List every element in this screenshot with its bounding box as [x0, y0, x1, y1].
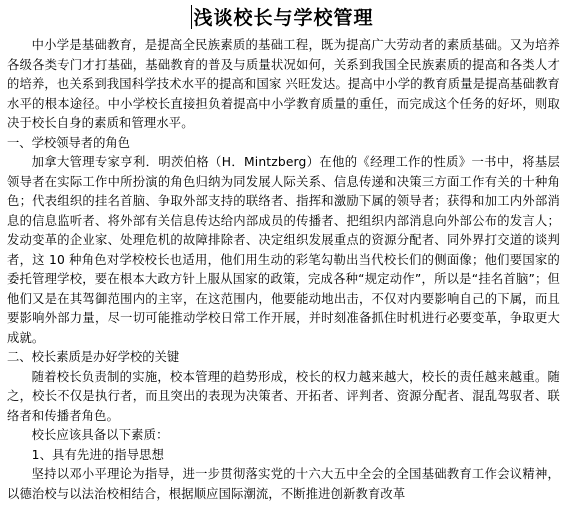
section-heading-2: 二、校长素质是办好学校的关键 [7, 350, 180, 364]
section-heading-1: 一、学校领导者的角色 [7, 135, 130, 150]
qualities-intro: 校长应该具备以下素质： [31, 428, 169, 442]
section2-paragraph: 随着校长负责制的实施，校本管理的趋势形成，校长的权力越来越大，校长的责任越来越重。随之，校长不仅是执行者，而且突出的表现为决策者、开拓者、评判者、资源分配者、混乱驾驭者、联络者和传播者角色。 [7, 369, 560, 423]
title-row [7, 0, 560, 36]
subheading-1: 1、具有先进的指导思想 [31, 447, 165, 462]
document-page [7, 0, 560, 522]
intro-paragraph: 中小学是基础教育，是提高全民族素质的基础工程，既为提高广大劳动者的素质基础。又为培养各级各类专门才打基础，基础教育的普及与质量状况如何，关系到我国全民族素质的提高和各类人才的培养，也关系到我国科学技术水平的提高和国家 兴旺发达。提高中小学的教育质量是提高基础教育水平的根本途径。中小学校长直接担负着提高中小学教育质量的重任，而完成这个任务的好坏，则取决于校长自身的素质和管理水平。 [7, 38, 560, 130]
document-title: 浅谈校长与学校管理 [193, 7, 374, 29]
section1-paragraph: 加拿大管理专家亨利．明茨伯格（H．Mintzberg）在他的《经理工作的性质》一书中，将基层领导者在实际工作中所扮演的角色归纳为同发展人际关系、信息传递和决策三方面工作有关的十种角色；代表组织的挂名首脑、争取外部支持的联络者、指挥和激励下属的领导者；获得和加工内外部消息的信息监听者、将外部有关信息传达给内部成员的传播者、把组织内部消息向外部公布的发言人；发动变革的企业家、处理危机的故障排除者、决定组织发展重点的资源分配者、同外界打交道的谈判者，这 10 种角色对学校校长也适用，他们用生动的彩笔勾勒出当代校长们的侧面像；他们要国家的委托管理学校，要在根本大政方针上服从国家的政策，完成各种“规定动作”，所以是“挂名首脑”；但他们又是在其驾御范围内的主宰，在这范围内，他要能动地出击，不仅对内要影响自己的下属，而且要影响外部力量，尽一切可能推动学校日常工作开展，并时刻准备抓住时机进行必要变革，争取更大成就。 [7, 155, 560, 345]
subsection1-paragraph: 坚持以邓小平理论为指导，进一步贯彻落实党的十六大五中全会的全国基础教育工作会议精神，以德治校与以法治校相结合，根据顺应国际潮流，不断推进创新教育改革 [7, 467, 560, 501]
text-cursor [191, 5, 192, 29]
